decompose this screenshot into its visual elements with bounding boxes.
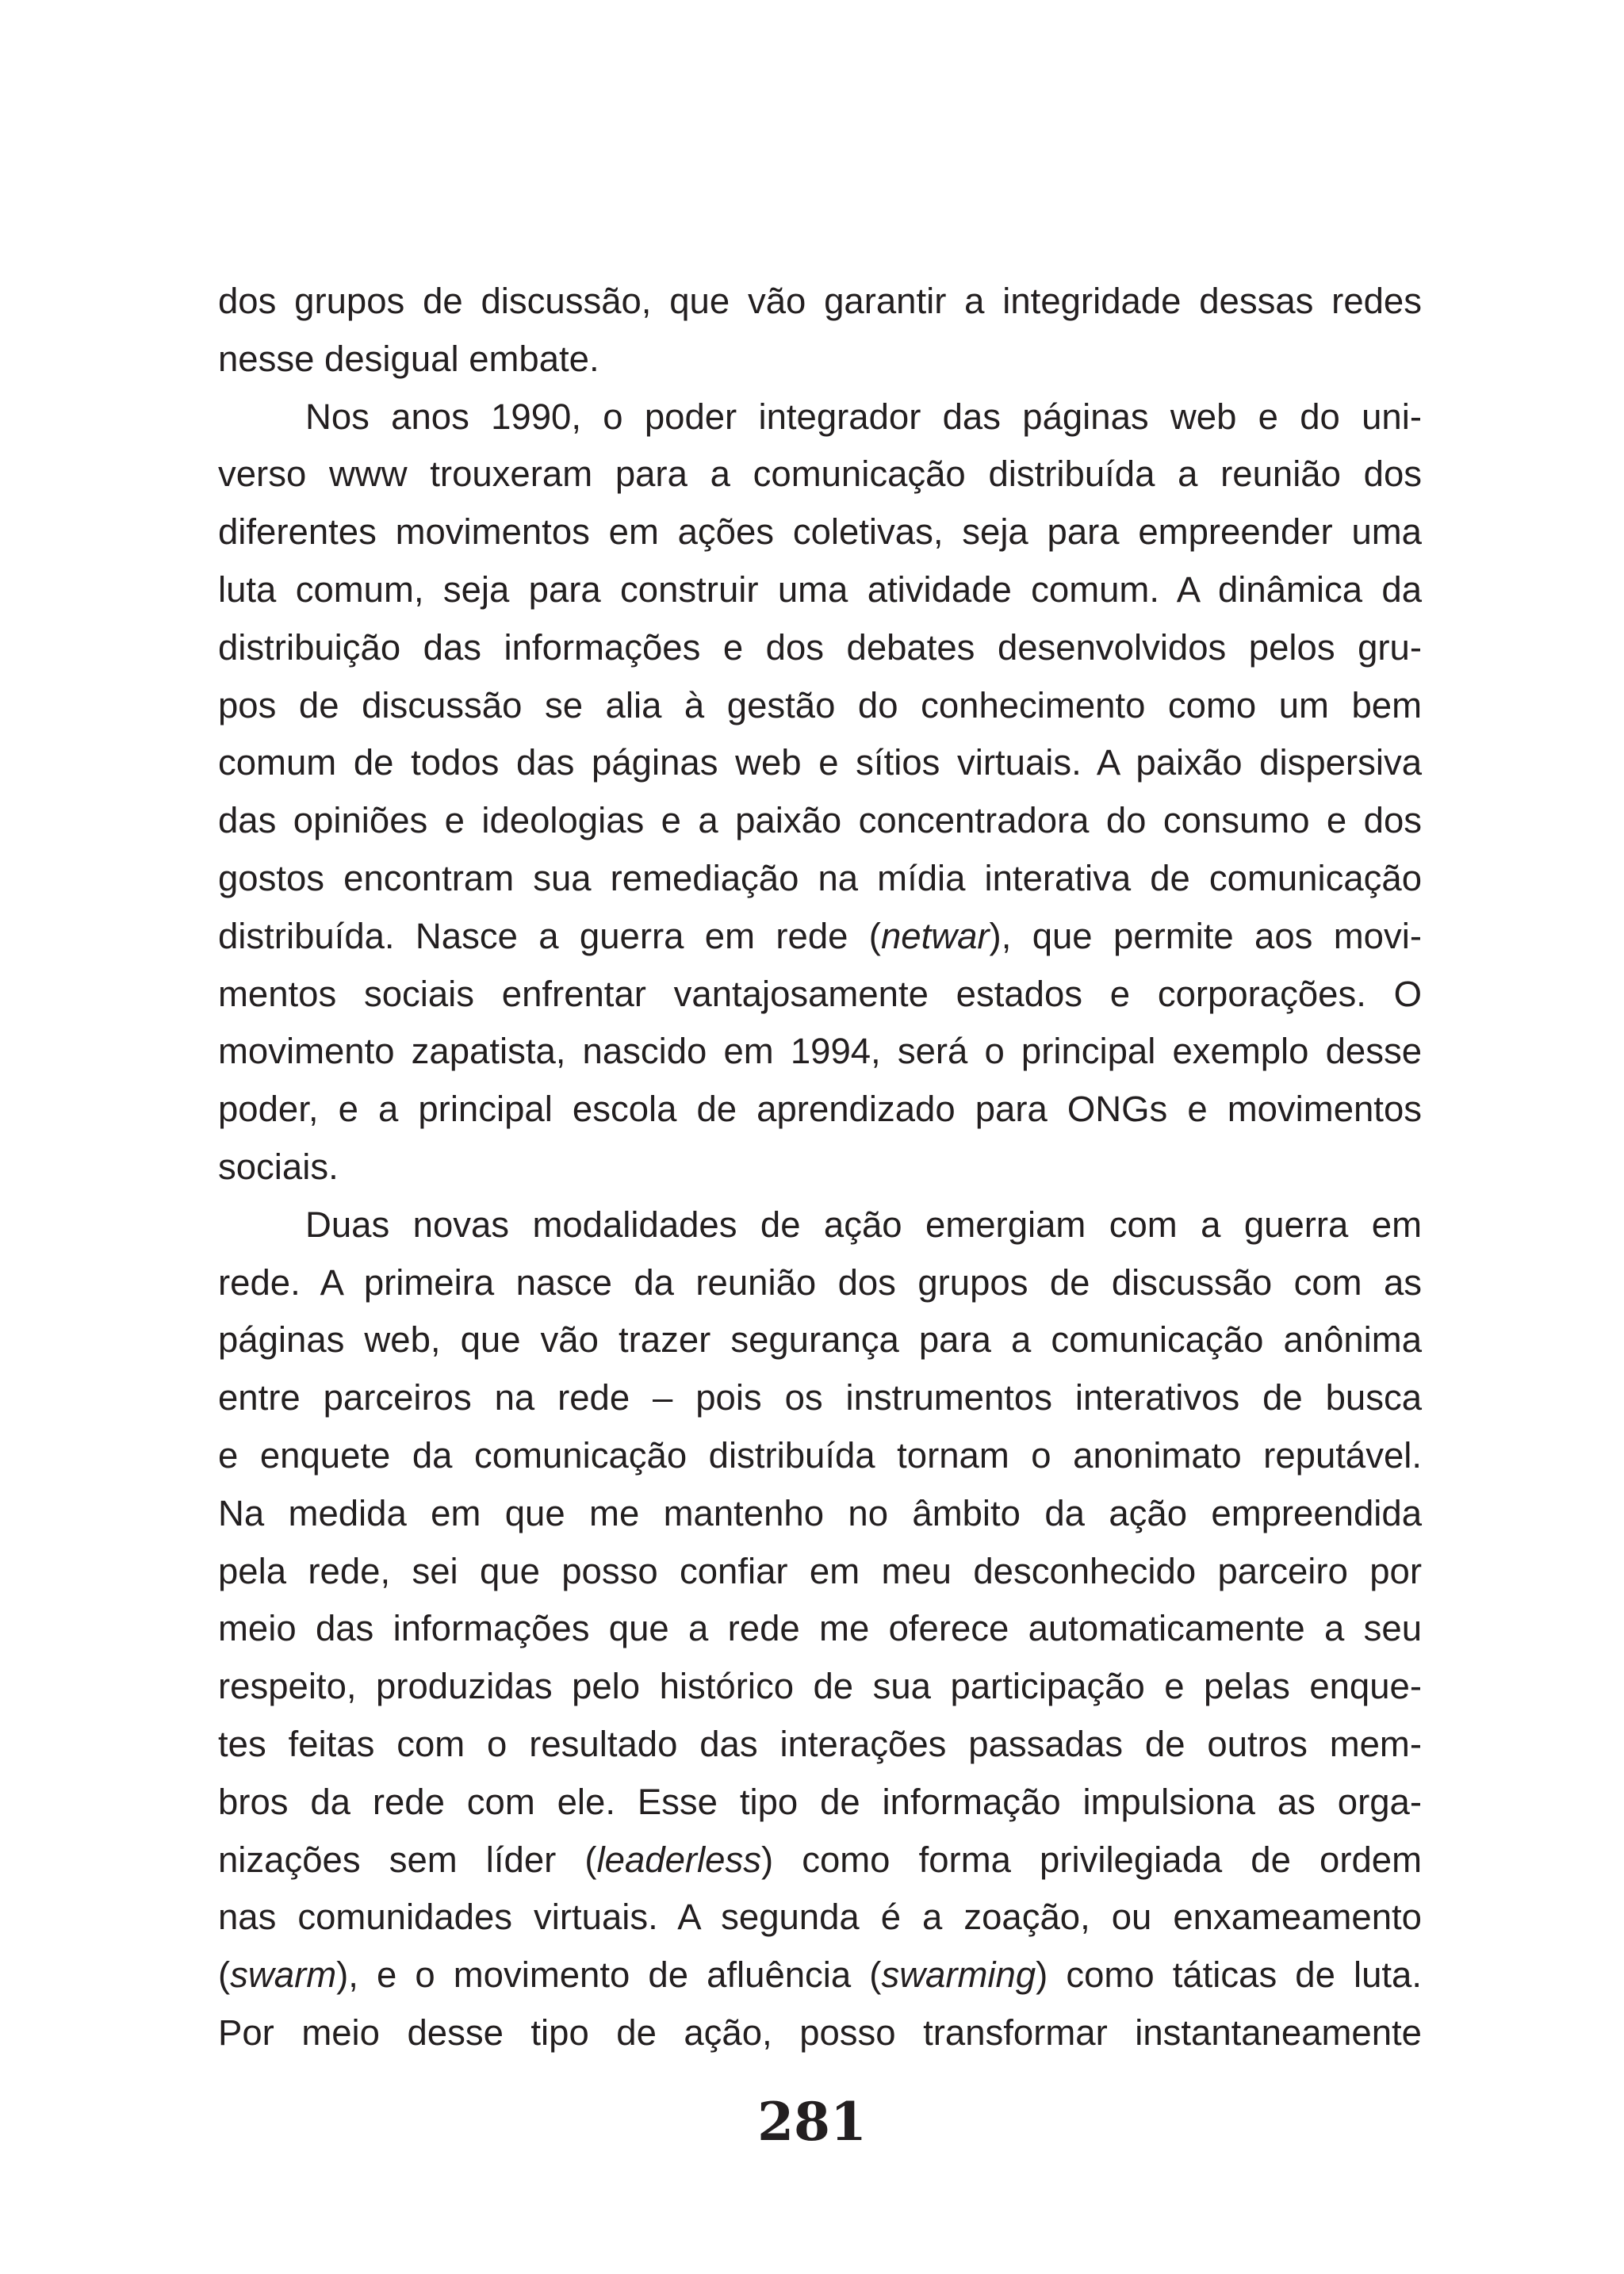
text-run: ), e o movimento de afluência ( (336, 1954, 882, 1996)
text-line: tes feitas com o resultado das interações passadas de outros mem- (218, 1723, 1422, 1764)
text-line: Por meio desse tipo de ação, posso transformar instantaneamente (218, 2012, 1422, 2053)
text-line: movimento zapatista, nascido em 1994, será o principal exemplo desse (218, 1031, 1422, 1072)
page-number: 281 (757, 2091, 867, 2153)
text-line: gostos encontram sua remediação na mídia interativa de comunicação (218, 857, 1422, 898)
text-run: ( (218, 1954, 231, 1996)
text-line: sociais. (218, 1146, 339, 1187)
italic-term: swarm (230, 1954, 337, 1996)
text-line: respeito, produzidas pelo histórico de sua participação e pelas enque- (218, 1666, 1422, 1707)
text-line: dos grupos de discussão, que vão garantir a integridade dessas redes (218, 281, 1422, 321)
text-line: rede. A primeira nasce da reunião dos grupos de discussão com as (218, 1261, 1422, 1303)
text-line: bros da rede com ele. Esse tipo de informação impulsiona as orga- (218, 1781, 1422, 1822)
body-text (218, 273, 1422, 2062)
text-line: mentos sociais enfrentar vantajosamente estados e corporações. O (218, 973, 1422, 1014)
text-line: comum de todos das páginas web e sítios virtuais. A paixão dispersiva (218, 742, 1422, 783)
italic-term: netwar (880, 915, 990, 956)
text-run: ) como forma privilegiada de ordem (760, 1839, 1422, 1880)
text-run: nizações sem líder ( (218, 1839, 597, 1880)
italic-term: swarming (881, 1954, 1036, 1996)
text-line (218, 908, 1422, 966)
text-line: distribuição das informações e dos debates desenvolvidos pelos gru- (218, 626, 1422, 668)
text-line: pos de discussão se alia à gestão do conhecimento como um bem (218, 684, 1422, 725)
text-line: páginas web, que vão trazer segurança para a comunicação anônima (218, 1319, 1422, 1361)
text-line (218, 1832, 1422, 1889)
text-line: entre parceiros na rede – pois os instrumentos interativos de busca (218, 1377, 1422, 1418)
text-line: diferentes movimentos em ações coletivas, seja para empreender uma (218, 511, 1422, 553)
paragraph-first-line: Duas novas modalidades de ação emergiam com a guerra em (305, 1204, 1422, 1245)
text-line: nesse desigual embate. (218, 338, 599, 379)
italic-term: leaderless (596, 1839, 761, 1880)
text-line: poder, e a principal escola de aprendizado para ONGs e movimentos (218, 1089, 1422, 1130)
text-run: distribuída. Nasce a guerra em rede ( (218, 915, 881, 956)
text-line: verso www trouxeram para a comunicação distribuída a reunião dos (218, 454, 1422, 495)
text-line: pela rede, sei que posso confiar em meu desconhecido parceiro por (218, 1550, 1422, 1591)
text-line: nas comunidades virtuais. A segunda é a zoação, ou enxameamento (218, 1897, 1422, 1938)
paragraph-first-line: Nos anos 1990, o poder integrador das páginas web e do uni- (305, 396, 1422, 437)
text-line: e enquete da comunicação distribuída tornam o anonimato reputável. (218, 1434, 1422, 1476)
text-run: ), que permite aos movi- (989, 915, 1422, 956)
text-line (218, 1947, 1422, 2004)
text-line: luta comum, seja para construir uma atividade comum. A dinâmica da (218, 568, 1422, 610)
text-line: meio das informações que a rede me oferece automaticamente a seu (218, 1608, 1422, 1649)
text-line: das opiniões e ideologias e a paixão concentradora do consumo e dos (218, 800, 1422, 841)
text-line: Na medida em que me mantenho no âmbito da ação empreendida (218, 1492, 1422, 1533)
text-run: ) como táticas de luta. (1036, 1954, 1423, 1996)
